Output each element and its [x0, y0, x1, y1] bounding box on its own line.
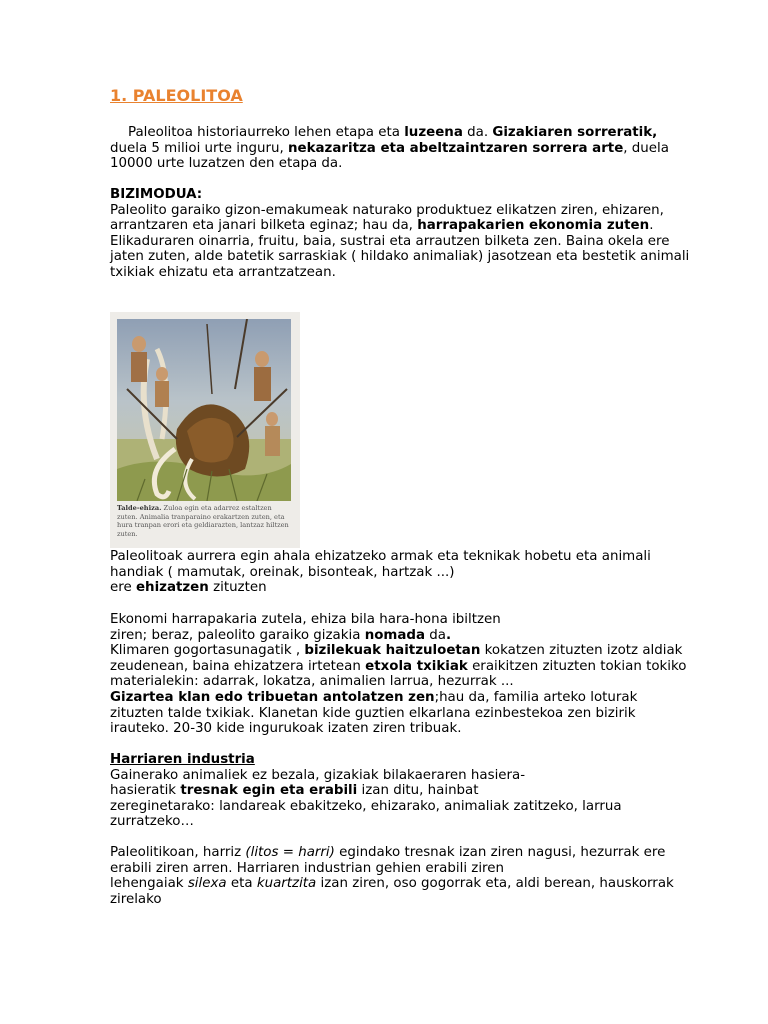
- hunting-illustration: [110, 312, 300, 548]
- ehiza-bold: ehizatzen: [135, 580, 209, 596]
- harria-italic: kuartzita: [256, 876, 317, 892]
- intro-text: da.: [462, 125, 493, 140]
- nomada-bold: Gizartea klan edo tribuetan antolatzen zen: [110, 689, 435, 705]
- page-title: 1. PALEOLITOA: [110, 86, 243, 105]
- harria-text: eta: [226, 876, 257, 892]
- industria-bold: tresnak egin eta erabili: [180, 783, 358, 799]
- bizimodua-paragraph-2: Elikaduraren oinarria, fruitu, baia, sustrai eta arrautzen bilketa zen. Baina okela ere jaten zuten, alde batetik sarraskiak ( hildako animaliak) jasotzean eta bestetik animali txikiak ehizatu eta arrantzatzean.: [110, 233, 690, 280]
- nomada-bold: bizilekuak haitzuloetan: [304, 643, 481, 659]
- ehiza-text: Paleolitoak aurrera egin ahala ehizatzeko armak eta teknikak hobetu eta animali handiak ( mamutak, oreinak, bisonteak, hartzak ...): [110, 549, 651, 580]
- intro-text: Paleolitoa historiaurreko lehen etapa eta: [128, 125, 405, 140]
- bizimodua-text: Paleolito garaiko gizon-emakumeak naturako produktuez elikatzen ziren, ehizaren, arrantzaren eta janari bilketa eginaz; hau da,: [110, 202, 664, 234]
- ehiza-paragraph: [110, 549, 690, 596]
- nomada-text: ;hau da, familia arteko loturak zituzten talde txikiak. Klanetan kide guztien elkarlana ezinbestekoa zen bizirik irauteko. 20-30 kide ingurukoak izaten ziren tribuak.: [110, 689, 638, 737]
- nomada-paragraph: [110, 612, 690, 737]
- industria-text: hasieratik: [110, 783, 181, 799]
- intro-bold: nekazaritza eta abeltzaintzaren sorrera arte: [288, 140, 624, 156]
- figure-caption: [117, 504, 293, 538]
- nomada-text: Ekonomi harrapakaria zutela, ehiza bila hara-hona ibiltzen: [110, 612, 501, 627]
- intro-paragraph: [110, 125, 690, 172]
- harria-paragraph: [110, 845, 690, 907]
- bizimodua-heading: BIZIMODUA:: [110, 187, 203, 202]
- harria-text: egindako tresnak izan ziren nagusi, hezurrak ere erabili ziren arren. Harriaren industrian gehien erabili ziren: [110, 845, 666, 876]
- industria-text: izan ditu, hainbat: [357, 783, 479, 799]
- intro-bold: Gizakiaren sorreratik,: [492, 125, 658, 140]
- harria-text: lehengaiak: [110, 876, 188, 892]
- nomada-bold: .: [446, 627, 452, 643]
- intro-bold: luzeena: [404, 125, 463, 140]
- industria-text: Gainerako animaliek ez bezala, gizakiak bilakaeraren hasiera-: [110, 767, 526, 783]
- ehiza-text: ere: [110, 580, 136, 596]
- caption-text: Zuloa egin eta adarrez estaltzen zuten. Animalia tranparaino erakartzen zuten, eta hura tranpan erori eta geldiarazten, lantzaz hiltzen zuten.: [117, 504, 289, 538]
- nomada-text: da: [425, 627, 447, 643]
- harria-text: Paleolitikoan, harriz: [110, 845, 246, 860]
- nomada-text: kokatzen zituzten izotz aldiak zeudenean, baina ehizatzera irtetean: [110, 643, 683, 674]
- intro-text: , duela 10000 urte luzatzen den etapa da.: [110, 140, 669, 172]
- industria-text: zereginetarako: landareak ebakitzeko, ehizarako, animaliak zatitzeko, larrua zurratzeko…: [110, 798, 622, 830]
- nomada-text: Klimaren gogortasunagatik ,: [110, 643, 305, 659]
- caption-bold: Talde-ehiza.: [117, 504, 162, 512]
- nomada-bold: nomada: [364, 627, 426, 643]
- harria-italic: silexa: [187, 876, 227, 892]
- intro-text: duela 5 milioi urte inguru,: [110, 140, 288, 156]
- ehiza-text: zituzten: [208, 580, 267, 596]
- nomada-text: eraikitzen zituzten tokian tokiko materialekin: adarrak, lokatza, animalien larrua, hezurrak ...: [110, 658, 687, 690]
- nomada-bold: etxola txikiak: [365, 658, 468, 674]
- industria-section: [110, 752, 690, 830]
- industria-heading: Harriaren industria: [110, 752, 255, 767]
- bizimodua-bold: harrapakarien ekonomia zuten: [417, 218, 650, 234]
- harria-text: izan ziren, oso gogorrak eta, aldi berean, hauskorrak zirelako: [110, 876, 674, 907]
- bizimodua-section: [110, 187, 690, 281]
- nomada-text: ziren; beraz, paleolito garaiko gizakia: [110, 627, 365, 643]
- bizimodua-text: .: [649, 218, 654, 234]
- mammoth-hunt-image: [117, 319, 291, 501]
- harria-italic: (litos = harri): [245, 845, 335, 860]
